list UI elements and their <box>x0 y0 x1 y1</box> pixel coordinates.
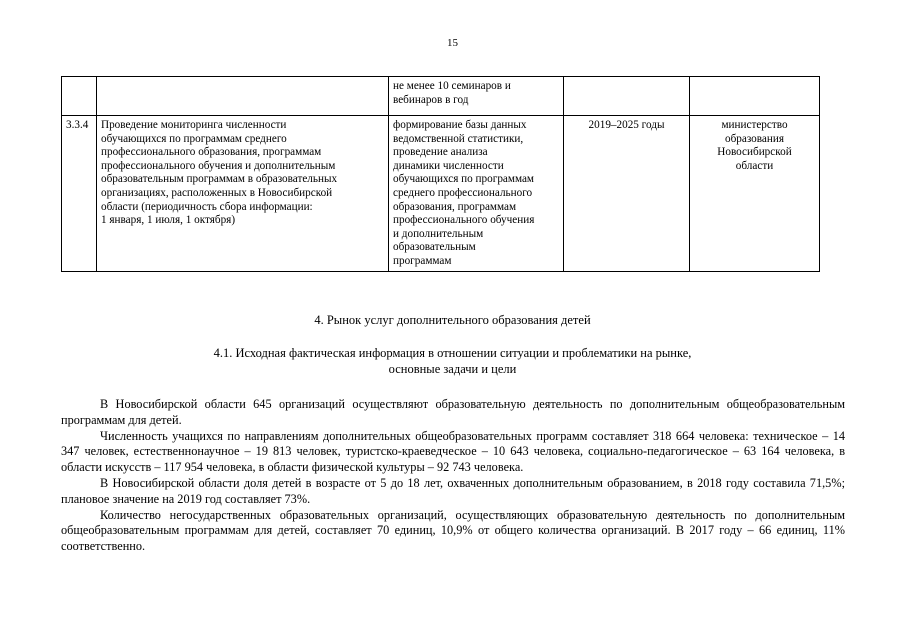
responsible-line: области <box>735 159 774 172</box>
result-line: обучающихся по программам <box>393 173 535 186</box>
cell-number <box>62 77 97 116</box>
page-number: 15 <box>447 37 458 49</box>
activity-line: профессионального образования, программам <box>101 146 322 159</box>
responsible-line: министерство <box>721 119 788 131</box>
result-line: профессионального обучения <box>393 214 535 227</box>
activity-line: области (периодичность сбора информации: <box>101 200 313 213</box>
table-row-continued <box>62 77 820 116</box>
paragraph: В Новосибирской области доля детей в возрасте от 5 до 18 лет, охваченных дополнительным образованием, в 2018 году составила 71,5%; плановое значение на 2019 год составляет 73%. <box>61 475 845 506</box>
cell-result <box>389 77 564 116</box>
result-line: не менее 10 семинаров и <box>393 80 511 92</box>
cell-activity <box>97 77 389 116</box>
cell-responsible <box>690 116 820 272</box>
activity-line: профессионального обучения и дополнительным <box>101 159 336 172</box>
cell-period: 2019–2025 годы <box>564 116 690 272</box>
section-title: 4. Рынок услуг дополнительного образования детей <box>314 313 591 327</box>
result-line: ведомственной статистики, <box>393 132 524 145</box>
responsible-line: Новосибирской <box>717 146 792 159</box>
result-line: среднего профессионального <box>393 186 533 199</box>
subsection-title-line: основные задачи и цели <box>388 362 517 376</box>
paragraph: Численность учащихся по направлениям дополнительных общеобразовательных программ составляет 318 664 человека: техническое – 14 347 человек, естественнонаучное – 19 813 человек, туристско-краеведческое – 10 643 человека, социально-педагогическое – 63 164 человека, в области искусств – 117 954 человека, в области физической культуры – 92 743 человека. <box>61 428 845 475</box>
result-line: образовательным <box>393 241 476 254</box>
result-line: динамики численности <box>393 159 504 172</box>
activity-line: 1 января, 1 июля, 1 октября) <box>101 214 236 227</box>
result-line: формирование базы данных <box>393 119 527 131</box>
cell-activity <box>97 116 389 272</box>
activities-table <box>61 76 820 272</box>
cell-number: 3.3.4 <box>62 116 97 272</box>
result-line: образования, программам <box>393 200 517 213</box>
responsible-line: образования <box>724 132 784 145</box>
subsection-title <box>0 345 905 377</box>
subsection-title-line: 4.1. Исходная фактическая информация в отношении ситуации и проблематики на рынке, <box>213 346 692 360</box>
cell-period <box>564 77 690 116</box>
result-line: вебинаров в год <box>393 93 469 106</box>
result-line: и дополнительным <box>393 227 484 240</box>
activity-line: организациях, расположенных в Новосибирской <box>101 186 333 199</box>
body-text <box>61 397 845 555</box>
result-line: проведение анализа <box>393 146 488 159</box>
paragraph: В Новосибирской области 645 организаций осуществляют образовательную деятельность по дополнительным общеобразовательным программам для детей. <box>61 397 845 427</box>
cell-responsible <box>690 77 820 116</box>
result-line: программам <box>393 254 452 267</box>
activity-line: Проведение мониторинга численности <box>101 119 287 131</box>
table-row-3-3-4 <box>62 116 820 272</box>
activity-line: обучающихся по программам среднего <box>101 132 287 145</box>
activity-line: образовательным программам в образовательных <box>101 173 338 186</box>
cell-result <box>389 116 564 272</box>
paragraph: Количество негосударственных образовательных организаций, осуществляющих образовательную деятельность по дополнительным общеобразовательным программам для детей, составляет 70 единиц, 10,9% от общего количества организаций. В 2017 году – 66 единиц, 11% соответственно. <box>61 507 845 554</box>
